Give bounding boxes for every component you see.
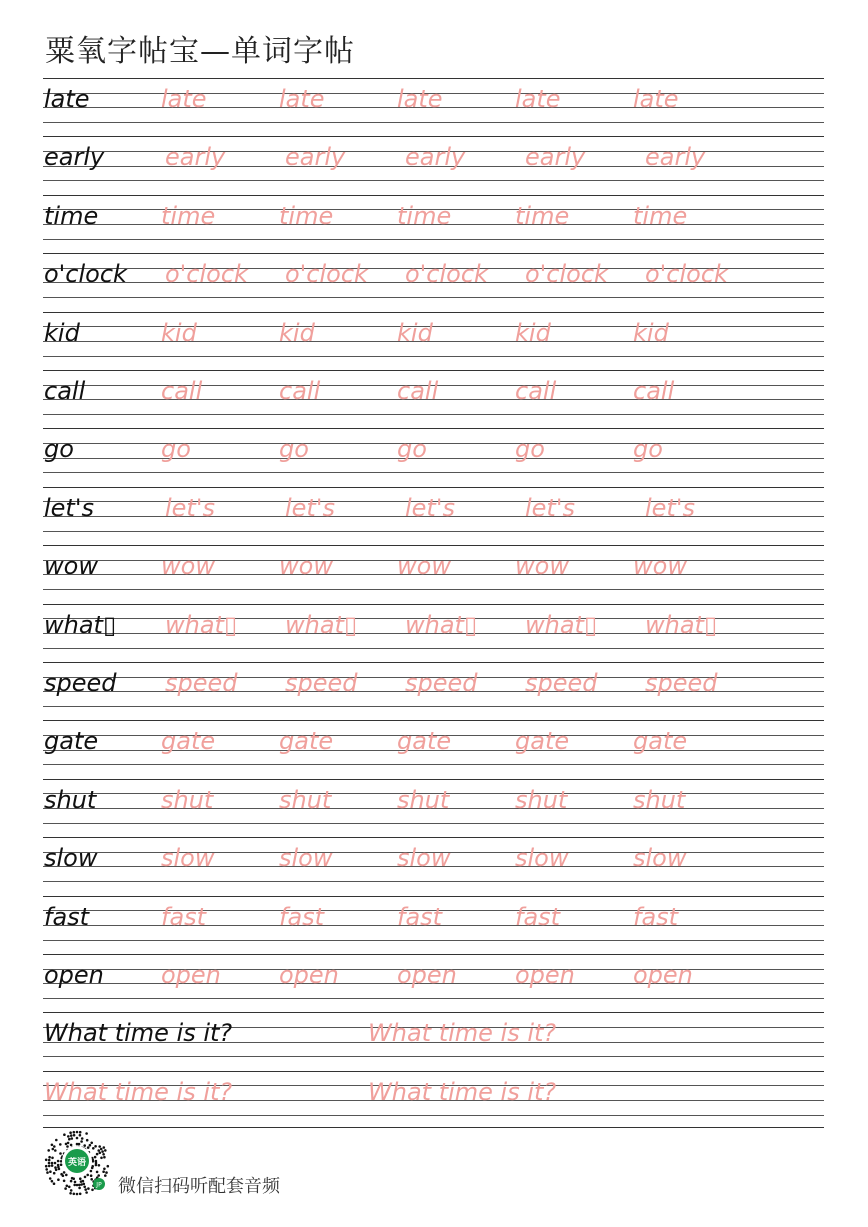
- trace-word: slow: [279, 844, 333, 873]
- trace-word: speed: [525, 669, 598, 697]
- trace-word: slow: [397, 844, 451, 873]
- ruling-line: [43, 122, 824, 123]
- trace-word: slow: [161, 844, 215, 873]
- trace-word: fast: [397, 902, 443, 931]
- ruling-line: [43, 604, 824, 605]
- ruling-line: [43, 764, 824, 765]
- model-word: slow: [44, 844, 98, 873]
- trace-word: gate: [279, 727, 334, 756]
- ruling-line: [43, 370, 824, 371]
- trace-word: what▯: [165, 610, 238, 639]
- trace-word: shut: [279, 785, 332, 814]
- qr-badge-label: 英语: [67, 1158, 87, 1168]
- ruling-line: [43, 356, 824, 357]
- trace-word: early: [285, 143, 346, 172]
- trace-word: go: [161, 435, 191, 464]
- trace-word: let's: [645, 493, 695, 522]
- ruling-line: [43, 195, 824, 196]
- trace-word: What time is it?: [368, 1077, 557, 1106]
- trace-word: wow: [633, 552, 687, 581]
- trace-word: call: [633, 377, 675, 405]
- ruling-line: [43, 531, 824, 532]
- trace-word: open: [397, 961, 457, 989]
- trace-word: speed: [165, 669, 238, 697]
- ruling-line: [43, 312, 824, 313]
- model-word: o'clock: [44, 260, 127, 289]
- ruling-line: [43, 648, 824, 649]
- trace-word: time: [161, 201, 216, 230]
- model-word: kid: [44, 318, 80, 347]
- ruling-line: [43, 1012, 824, 1013]
- trace-word: gate: [515, 727, 570, 756]
- trace-word: call: [279, 377, 321, 405]
- model-word: let's: [44, 493, 94, 522]
- trace-word: early: [645, 143, 706, 172]
- model-word: go: [44, 435, 74, 464]
- trace-word: What time is it?: [368, 1019, 557, 1048]
- trace-word: call: [515, 377, 557, 405]
- ruling-line: [43, 779, 824, 780]
- trace-word: let's: [165, 493, 215, 522]
- trace-word: open: [161, 961, 221, 989]
- trace-word: kid: [515, 318, 551, 347]
- trace-word: kid: [397, 318, 433, 347]
- page-title: 粟氧字帖宝—单词字帖: [45, 34, 355, 69]
- trace-word: slow: [633, 844, 687, 873]
- qr-corner-label: JP: [96, 1181, 102, 1189]
- trace-word: late: [397, 85, 443, 113]
- trace-word: What time is it?: [44, 1077, 233, 1106]
- trace-word: slow: [515, 844, 569, 873]
- trace-word: go: [515, 435, 545, 464]
- trace-word: wow: [279, 552, 333, 581]
- model-word: time: [44, 201, 99, 230]
- trace-word: open: [633, 961, 693, 989]
- trace-word: call: [161, 377, 203, 405]
- trace-word: fast: [515, 902, 561, 931]
- trace-word: late: [515, 85, 561, 113]
- trace-word: kid: [161, 318, 197, 347]
- model-word: early: [44, 143, 105, 172]
- trace-word: o'clock: [405, 260, 488, 289]
- model-word: wow: [44, 552, 98, 581]
- trace-word: what▯: [285, 610, 358, 639]
- ruling-line: [43, 1127, 824, 1128]
- ruling-line: [43, 837, 824, 838]
- ruling-line: [43, 896, 824, 897]
- trace-word: o'clock: [165, 260, 248, 289]
- ruling-line: [43, 239, 824, 240]
- trace-word: go: [397, 435, 427, 464]
- trace-word: call: [397, 377, 439, 405]
- trace-word: shut: [397, 785, 450, 814]
- trace-word: o'clock: [285, 260, 368, 289]
- trace-word: o'clock: [645, 260, 728, 289]
- ruling-line: [43, 78, 824, 79]
- trace-word: shut: [633, 785, 686, 814]
- trace-word: what▯: [525, 610, 598, 639]
- trace-word: open: [515, 961, 575, 989]
- trace-word: wow: [515, 552, 569, 581]
- trace-word: o'clock: [525, 260, 608, 289]
- ruling-line: [43, 823, 824, 824]
- trace-word: early: [525, 143, 586, 172]
- model-word: late: [44, 85, 90, 113]
- ruling-line: [43, 998, 824, 999]
- trace-word: let's: [285, 493, 335, 522]
- ruling-line: [43, 706, 824, 707]
- ruling-line: [43, 253, 824, 254]
- trace-word: go: [279, 435, 309, 464]
- ruling-line: [43, 414, 824, 415]
- model-word: open: [44, 961, 104, 989]
- trace-word: late: [279, 85, 325, 113]
- trace-word: gate: [161, 727, 216, 756]
- trace-word: wow: [397, 552, 451, 581]
- ruling-line: [43, 180, 824, 181]
- ruling-line: [43, 720, 824, 721]
- trace-word: speed: [645, 669, 718, 697]
- trace-word: let's: [525, 493, 575, 522]
- trace-word: what▯: [405, 610, 478, 639]
- model-word: speed: [44, 669, 117, 697]
- model-word: what▯: [44, 610, 117, 639]
- trace-word: fast: [633, 902, 679, 931]
- trace-word: speed: [285, 669, 358, 697]
- ruling-line: [43, 297, 824, 298]
- trace-word: what▯: [645, 610, 718, 639]
- model-word: shut: [44, 785, 97, 814]
- ruling-line: [43, 1115, 824, 1116]
- trace-word: time: [633, 201, 688, 230]
- model-word: fast: [44, 902, 90, 931]
- trace-word: let's: [405, 493, 455, 522]
- ruling-line: [43, 136, 824, 137]
- ruling-line: [43, 940, 824, 941]
- trace-word: kid: [279, 318, 315, 347]
- ruling-line: [43, 428, 824, 429]
- model-word: call: [44, 377, 86, 405]
- trace-word: time: [397, 201, 452, 230]
- trace-word: gate: [397, 727, 452, 756]
- model-word: What time is it?: [44, 1019, 233, 1048]
- trace-word: shut: [515, 785, 568, 814]
- ruling-line: [43, 487, 824, 488]
- trace-word: time: [515, 201, 570, 230]
- ruling-line: [43, 662, 824, 663]
- trace-word: late: [161, 85, 207, 113]
- trace-word: wow: [161, 552, 215, 581]
- audio-scan-note: 微信扫码听配套音频: [118, 1176, 280, 1197]
- trace-word: time: [279, 201, 334, 230]
- model-word: gate: [44, 727, 99, 756]
- ruling-line: [43, 545, 824, 546]
- trace-word: fast: [279, 902, 325, 931]
- ruling-line: [43, 1056, 824, 1057]
- ruling-line: [43, 472, 824, 473]
- qr-code-icon[interactable]: [42, 1128, 112, 1198]
- trace-word: shut: [161, 785, 214, 814]
- trace-word: late: [633, 85, 679, 113]
- trace-word: speed: [405, 669, 478, 697]
- ruling-line: [43, 881, 824, 882]
- ruling-line: [43, 954, 824, 955]
- trace-word: open: [279, 961, 339, 989]
- trace-word: go: [633, 435, 663, 464]
- trace-word: gate: [633, 727, 688, 756]
- trace-word: early: [405, 143, 466, 172]
- trace-word: kid: [633, 318, 669, 347]
- trace-word: early: [165, 143, 226, 172]
- trace-word: fast: [161, 902, 207, 931]
- ruling-line: [43, 1071, 824, 1072]
- ruling-line: [43, 589, 824, 590]
